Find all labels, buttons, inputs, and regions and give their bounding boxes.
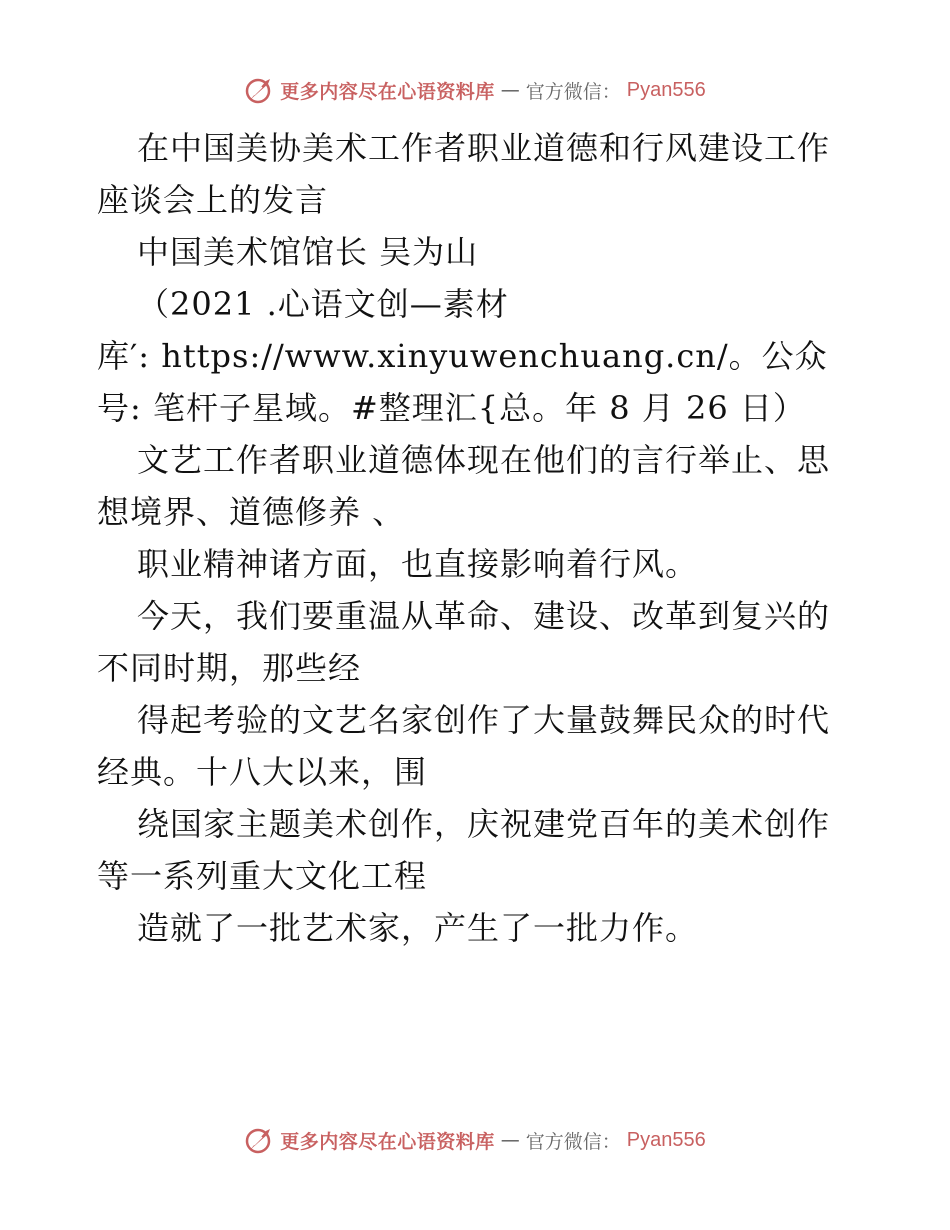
paragraph-line: 造就了一批艺术家，产生了一批力作。	[137, 909, 699, 947]
page-header	[0, 70, 950, 110]
page-footer	[0, 1120, 950, 1160]
footer-wechat-label: 官方微信：	[525, 1130, 621, 1153]
title-line-2: 座谈会上的发言	[97, 181, 329, 219]
title-line-1: 在中国美协美术工作者职业道德和行风建设工作	[137, 129, 831, 167]
header-wechat-label: 官方微信：	[525, 80, 621, 103]
paragraph-line: 得起考验的文艺名家创作了大量鼓舞民众的时代	[137, 701, 831, 739]
document-body	[97, 122, 867, 954]
footer-brand-text: 更多内容尽在心语资料库	[280, 1130, 495, 1153]
paragraph-line: 今天，我们要重温从革命、建设、改革到复兴的	[137, 597, 831, 635]
header-wechat-handle: Pyan556	[626, 78, 706, 101]
paragraph-line: 不同时期，那些经	[97, 649, 362, 687]
header-dash: —	[500, 79, 520, 101]
paragraph-line: 绕国家主题美术创作，庆祝建党百年的美术创作	[137, 805, 831, 843]
quill-logo-icon	[244, 1125, 274, 1155]
quill-logo-icon	[244, 75, 274, 105]
author-line: 中国美术馆馆长 吴为山	[137, 233, 479, 271]
footer-dash: —	[500, 1129, 520, 1151]
source-line-3: 号: 笔杆子星域。#整理汇{总。年 8 月 26 日）	[97, 389, 806, 427]
header-brand	[244, 75, 706, 105]
paragraph-line: 经典。十八大以来，围	[97, 753, 428, 791]
paragraph-line: 等一系列重大文化工程	[97, 857, 428, 895]
footer-wechat-handle: Pyan556	[626, 1128, 706, 1151]
footer-brand	[244, 1125, 706, 1155]
paragraph-line: 职业精神诸方面，也直接影响着行风。	[137, 545, 699, 583]
source-line-1: （2021 .心语文创—素材	[137, 285, 509, 323]
paragraph-line: 文艺工作者职业道德体现在他们的言行举止、思	[137, 441, 831, 479]
header-brand-text: 更多内容尽在心语资料库	[280, 80, 495, 103]
source-line-2: 库′: https://www.xinyuwenchuang.cn/。公众	[97, 337, 828, 375]
paragraph-line: 想境界、道德修养 、	[97, 493, 406, 531]
